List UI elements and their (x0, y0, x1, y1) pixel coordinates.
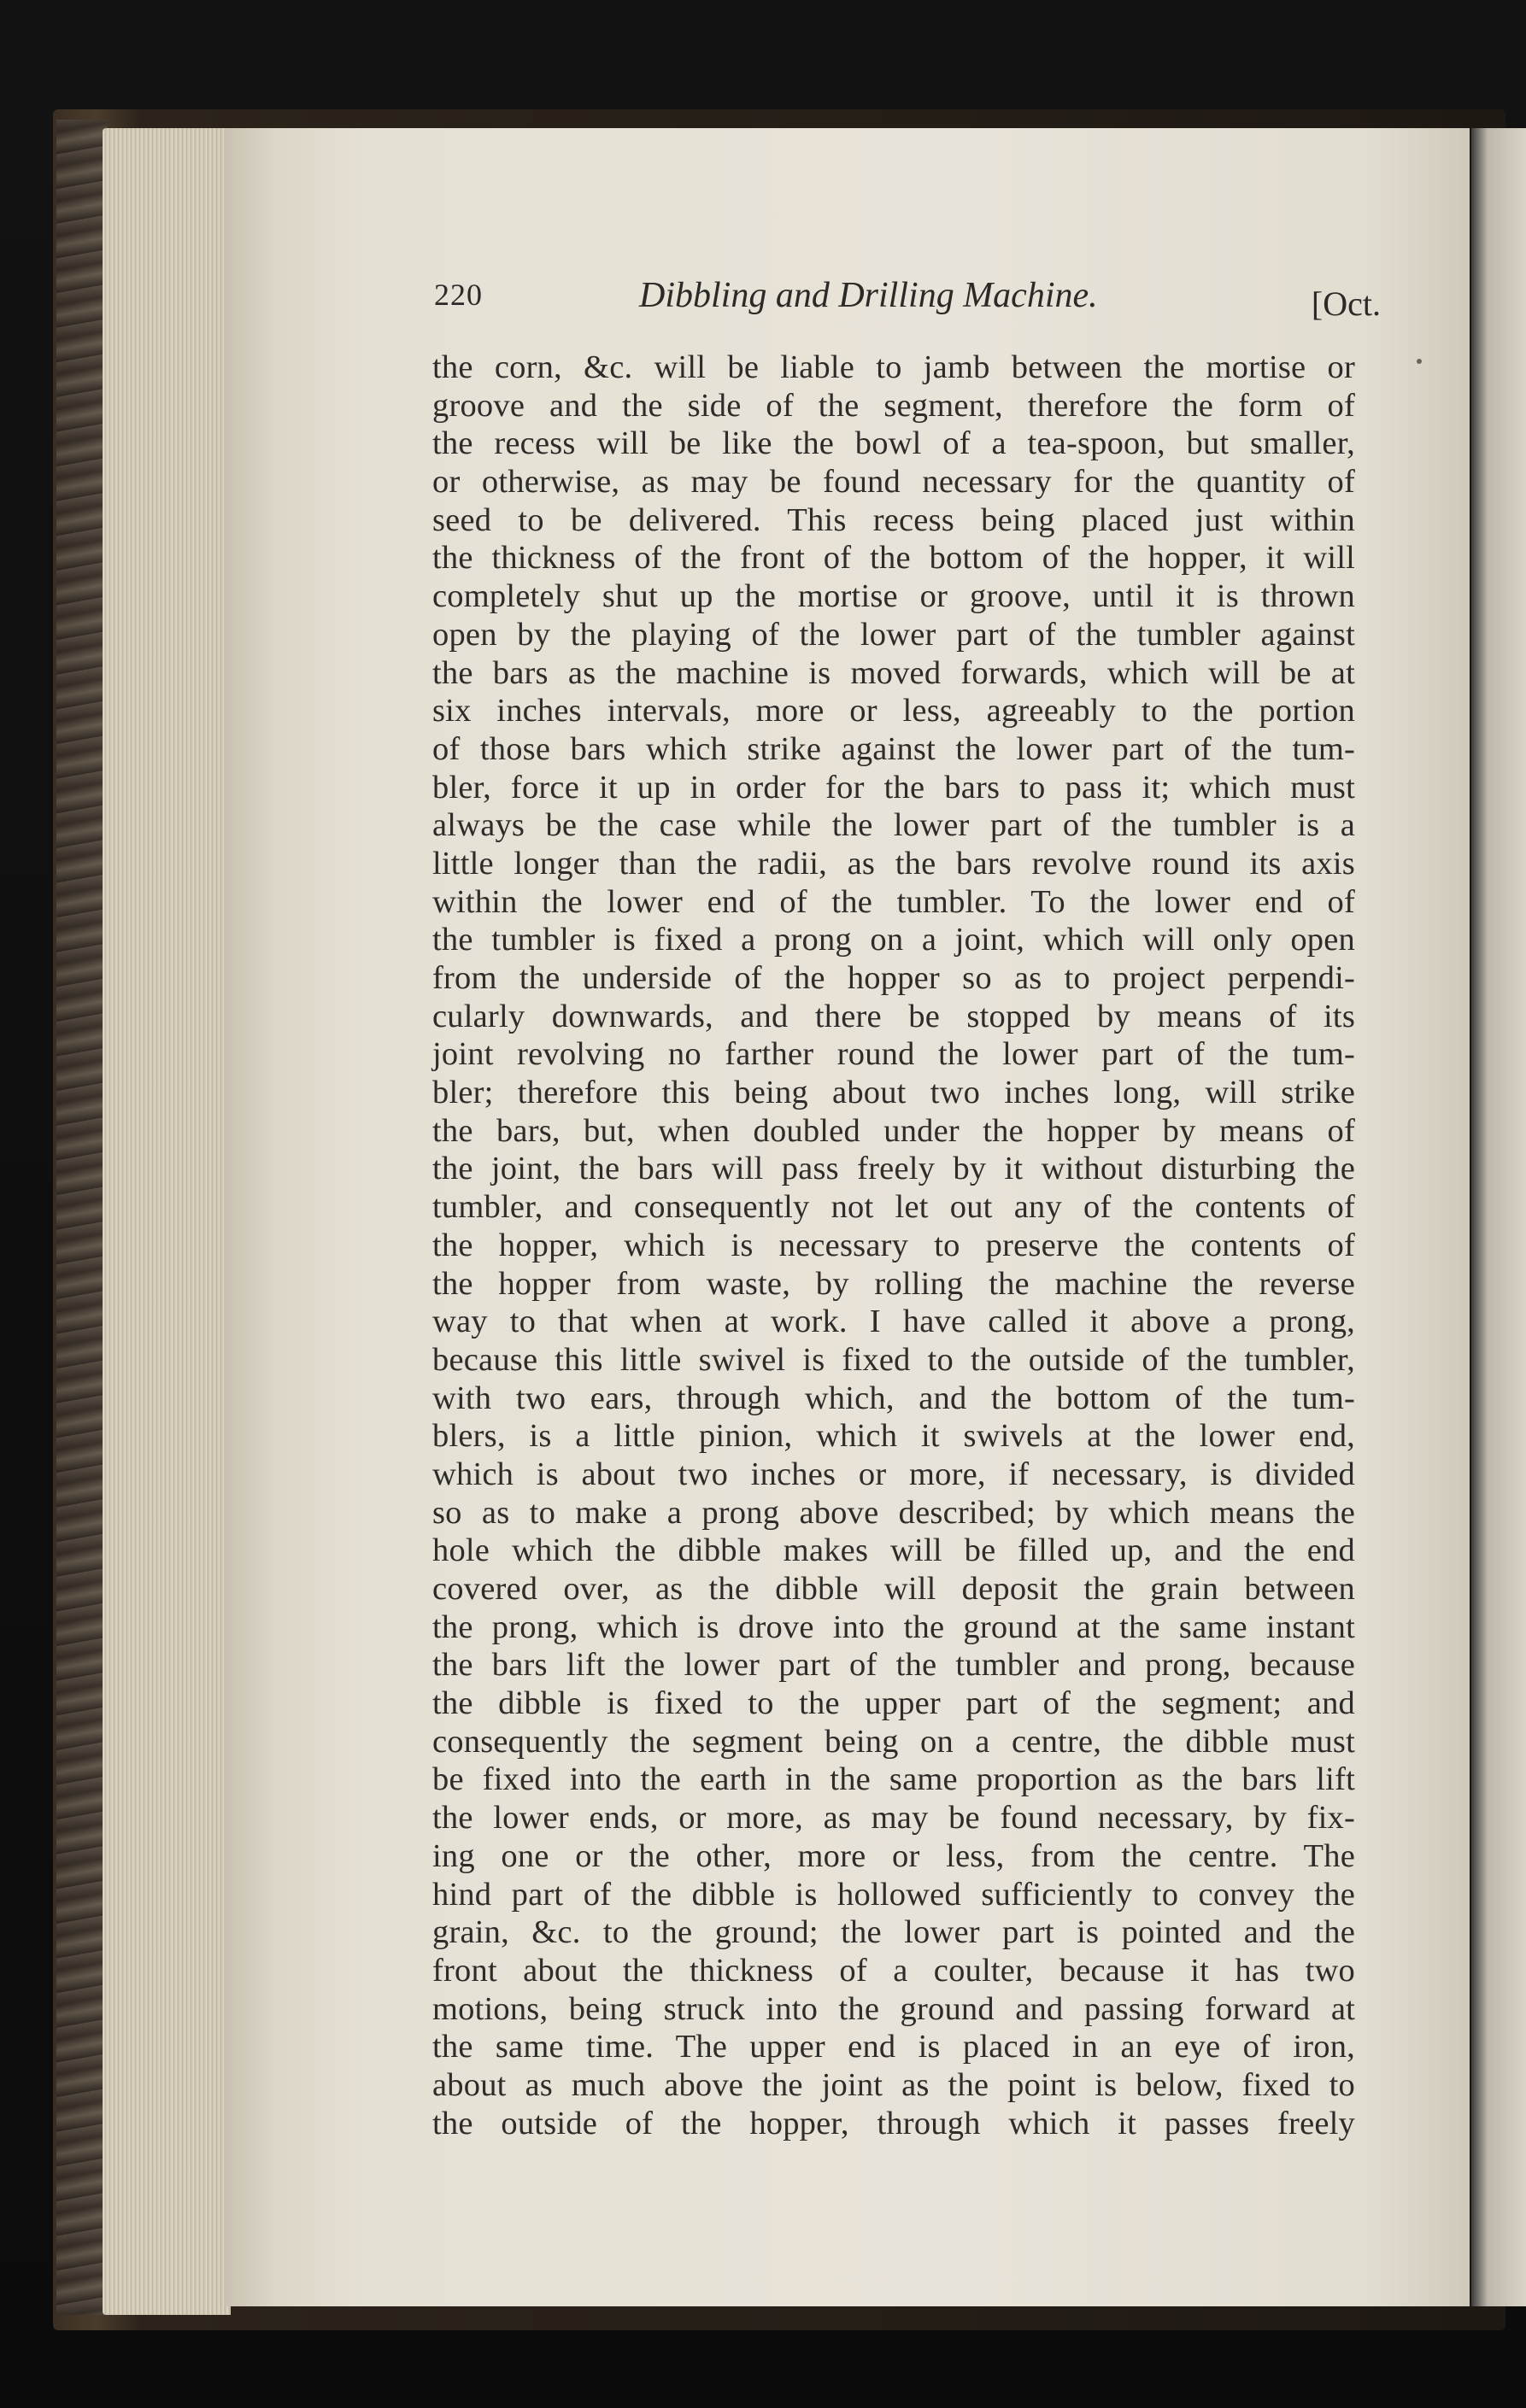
page-number: 220 (434, 278, 483, 312)
text-line: of those bars which strike against the lower part of the tum- (432, 730, 1355, 767)
text-line: the dibble is fixed to the upper part of the segment; and (432, 1685, 1355, 1722)
text-line: seed to be delivered. This recess being placed just within (432, 501, 1355, 538)
text-line: the thickness of the front of the bottom of the hopper, it will (432, 540, 1355, 577)
body-text (432, 349, 1355, 2142)
text-line: the hopper from waste, by rolling the machine the reverse (432, 1265, 1355, 1302)
text-line: ing one or the other, more or less, from the centre. The (432, 1837, 1355, 1874)
text-line: the bars, but, when doubled under the hopper by means of (432, 1112, 1355, 1149)
text-line: from the underside of the hopper so as to project perpendi- (432, 960, 1355, 996)
text-line: hind part of the dibble is hollowed sufficiently to convey the (432, 1876, 1355, 1913)
facing-page-edge (1471, 128, 1526, 2306)
text-line: the hopper, which is necessary to preserve the contents of (432, 1227, 1355, 1263)
text-line: consequently the segment being on a centre, the dibble must (432, 1723, 1355, 1760)
text-line: bler, force it up in order for the bars to pass it; which must (432, 769, 1355, 806)
text-line: so as to make a prong above described; by which means the (432, 1494, 1355, 1531)
text-line: the same time. The upper end is placed in an eye of iron, (432, 2029, 1355, 2065)
text-line: be fixed into the earth in the same proportion as the bars lift (432, 1761, 1355, 1798)
text-line: completely shut up the mortise or groove, until it is thrown (432, 578, 1355, 615)
text-line: which is about two inches or more, if necessary, is divided (432, 1456, 1355, 1492)
page-speck (1417, 359, 1422, 364)
text-line: blers, is a little pinion, which it swivels at the lower end, (432, 1418, 1355, 1455)
text-line: joint revolving no farther round the lower part of the tum- (432, 1036, 1355, 1073)
text-line: the recess will be like the bowl of a tea-spoon, but smaller, (432, 425, 1355, 462)
text-line: the corn, &c. will be liable to jamb between the mortise or (432, 349, 1355, 385)
text-line: motions, being struck into the ground and passing forward at (432, 1990, 1355, 2027)
text-line: with two ears, through which, and the bottom of the tum- (432, 1380, 1355, 1416)
text-line: open by the playing of the lower part of the tumbler against (432, 616, 1355, 653)
text-line: the outside of the hopper, through which it passes freely (432, 2105, 1355, 2141)
text-line: front about the thickness of a coulter, because it has two (432, 1952, 1355, 1989)
text-line: the lower ends, or more, as may be found necessary, by fix- (432, 1800, 1355, 1837)
running-title: Dibbling and Drilling Machine. (639, 276, 1098, 315)
text-line: because this little swivel is fixed to the outside of the tumbler, (432, 1341, 1355, 1378)
text-line: always be the case while the lower part of the tumbler is a (432, 807, 1355, 844)
text-line: way to that when at work. I have called it above a prong, (432, 1304, 1355, 1340)
text-line: little longer than the radii, as the bars revolve round its axis (432, 845, 1355, 882)
text-line: bler; therefore this being about two inches long, will strike (432, 1075, 1355, 1111)
text-line: the prong, which is drove into the ground at the same instant (432, 1608, 1355, 1645)
text-line: or otherwise, as may be found necessary for the quantity of (432, 464, 1355, 501)
marbled-cover-edge (56, 120, 108, 2315)
page-edges (103, 128, 231, 2315)
text-line: cularly downwards, and there be stopped by means of its (432, 998, 1355, 1034)
text-line: groove and the side of the segment, therefore the form of (432, 387, 1355, 424)
text-line: about as much above the joint as the point is below, fixed to (432, 2066, 1355, 2103)
text-line: covered over, as the dibble will deposit the grain between (432, 1571, 1355, 1607)
text-line: within the lower end of the tumbler. To the lower end of (432, 883, 1355, 920)
text-line: six inches intervals, more or less, agreeably to the portion (432, 693, 1355, 729)
text-line: the bars lift the lower part of the tumbler and prong, because (432, 1647, 1355, 1684)
text-line: the bars as the machine is moved forwards, which will be at (432, 654, 1355, 691)
text-line: the joint, the bars will pass freely by it without disturbing the (432, 1151, 1355, 1187)
text-line: hole which the dibble makes will be filled up, and the end (432, 1532, 1355, 1569)
running-month: [Oct. (1311, 284, 1381, 323)
text-line: the tumbler is fixed a prong on a joint, which will only open (432, 922, 1355, 958)
text-line: tumbler, and consequently not let out any of the contents of (432, 1189, 1355, 1226)
running-header (434, 272, 1391, 340)
text-line: grain, &c. to the ground; the lower part is pointed and the (432, 1914, 1355, 1951)
